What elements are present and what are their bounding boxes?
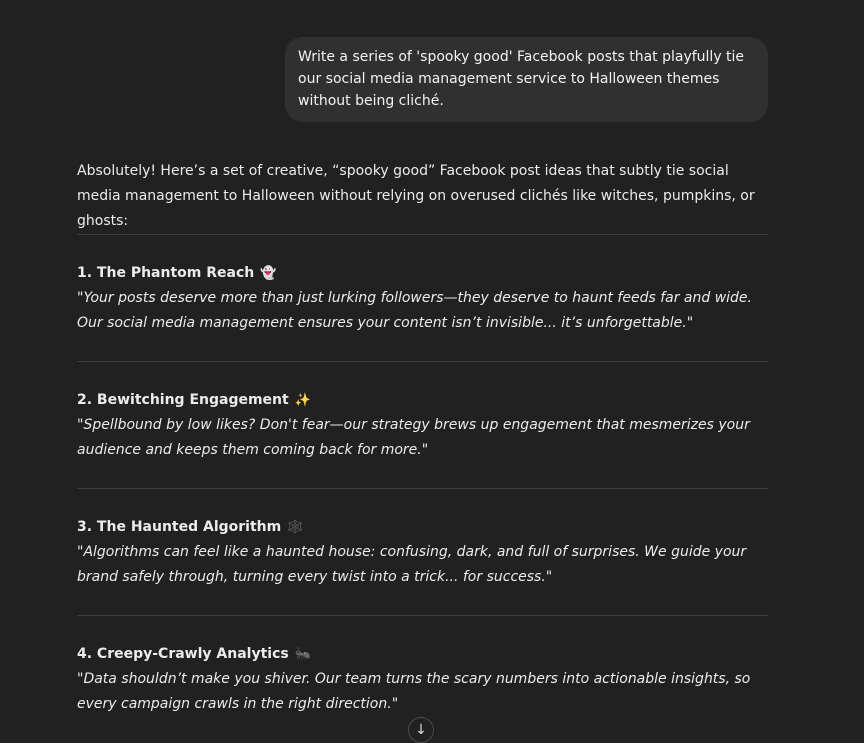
post-title [77, 515, 768, 540]
divider [77, 361, 768, 362]
post-quote: "Your posts deserve more than just lurking followers—they deserve to haunt feeds far and wide. Our social media management ensures your content isn’t invisible... it’s unforgettable." [77, 290, 752, 331]
post-item [77, 642, 768, 717]
post-title [77, 642, 768, 667]
post-title [77, 388, 768, 413]
post-title-text: 2. Bewitching Engagement [77, 392, 289, 408]
post-quote: "Algorithms can feel like a haunted house: confusing, dark, and full of surprises. We guide your brand safely through, turning every twist into a trick... for success." [77, 544, 747, 585]
post-title [77, 261, 768, 286]
ghost-icon: 👻 [260, 266, 277, 281]
divider [77, 234, 768, 235]
ant-icon: 🐜 [294, 647, 311, 662]
spider-web-icon: 🕸️ [287, 520, 304, 535]
post-title-text: 1. The Phantom Reach [77, 265, 255, 281]
post-title-text: 3. The Haunted Algorithm [77, 519, 282, 535]
user-message-bubble [285, 37, 768, 122]
user-message-text: Write a series of 'spooky good' Facebook posts that playfully tie our social media management service to Halloween themes without being cliché. [298, 49, 745, 109]
sparkles-icon: ✨ [294, 393, 311, 408]
divider [77, 488, 768, 489]
post-item [77, 388, 768, 463]
divider [77, 615, 768, 616]
post-item [77, 515, 768, 590]
scroll-to-bottom-button[interactable] [408, 717, 434, 743]
assistant-intro: Absolutely! Here’s a set of creative, “spooky good” Facebook post ideas that subtly tie social media management to Halloween without relying on overused clichés like witches, pumpkins, or ghosts: [77, 163, 755, 229]
arrow-down-icon: ↓ [415, 722, 427, 738]
post-item [77, 261, 768, 336]
post-quote: "Data shouldn’t make you shiver. Our team turns the scary numbers into actionable insights, so every campaign crawls in the right direction." [77, 671, 751, 712]
post-quote: "Spellbound by low likes? Don't fear—our strategy brews up engagement that mesmerizes your audience and keeps them coming back for more." [77, 417, 750, 458]
post-title-text: 4. Creepy-Crawly Analytics [77, 646, 289, 662]
